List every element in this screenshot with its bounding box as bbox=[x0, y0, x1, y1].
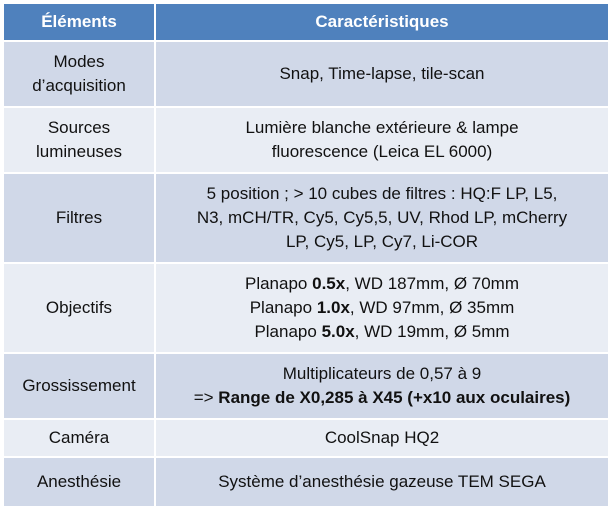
characteristics-line bbox=[164, 206, 600, 230]
characteristics-cell bbox=[155, 457, 609, 507]
characteristics-cell bbox=[155, 107, 609, 173]
element-label: d’acquisition bbox=[32, 76, 126, 95]
element-cell bbox=[3, 107, 155, 173]
characteristics-line bbox=[164, 62, 600, 86]
table-row bbox=[3, 353, 609, 419]
element-label: Anesthésie bbox=[36, 472, 122, 491]
characteristics-line bbox=[164, 140, 600, 164]
element-cell bbox=[3, 173, 155, 263]
characteristics-line bbox=[164, 386, 600, 410]
characteristics-cell bbox=[155, 419, 609, 457]
table-row bbox=[3, 419, 609, 457]
element-label: Filtres bbox=[55, 208, 103, 227]
text-segment: , WD 19mm, Ø 5mm bbox=[354, 322, 510, 341]
text-segment: Planapo bbox=[249, 298, 317, 317]
table-row bbox=[3, 107, 609, 173]
characteristics-line bbox=[164, 362, 600, 386]
text-segment: => bbox=[193, 388, 219, 407]
element-label: lumineuses bbox=[36, 142, 122, 161]
text-segment: Système d’anesthésie gazeuse TEM SEGA bbox=[218, 472, 546, 491]
element-label: Caméra bbox=[48, 428, 110, 447]
text-segment: Planapo bbox=[244, 274, 313, 293]
text-segment: Planapo bbox=[254, 322, 322, 341]
element-cell bbox=[3, 419, 155, 457]
element-label: Modes bbox=[53, 52, 105, 71]
text-segment: , WD 97mm, Ø 35mm bbox=[349, 298, 515, 317]
table-row bbox=[3, 457, 609, 507]
bold-text: Range de X0,285 à X45 (+x10 aux oculaires) bbox=[218, 388, 571, 407]
element-cell bbox=[3, 353, 155, 419]
element-label: Grossissement bbox=[22, 376, 136, 395]
element-cell bbox=[3, 457, 155, 507]
text-segment: Multiplicateurs de 0,57 à 9 bbox=[282, 364, 482, 383]
table-row bbox=[3, 41, 609, 107]
header-elements: Éléments bbox=[3, 3, 155, 41]
text-segment: Lumière blanche extérieure & lampe bbox=[245, 118, 519, 137]
element-label: Objectifs bbox=[45, 298, 113, 317]
spec-table bbox=[2, 2, 610, 508]
text-segment: , WD 187mm, Ø 70mm bbox=[345, 274, 520, 293]
characteristics-line bbox=[164, 470, 600, 494]
characteristics-cell bbox=[155, 353, 609, 419]
table-row bbox=[3, 263, 609, 353]
text-segment: 5 position ; > 10 cubes de filtres : HQ:F LP, L5, bbox=[206, 184, 558, 203]
bold-text: 1.0x bbox=[316, 298, 350, 317]
characteristics-line bbox=[164, 426, 600, 450]
text-segment: LP, Cy5, LP, Cy7, Li-COR bbox=[285, 232, 479, 251]
characteristics-cell bbox=[155, 263, 609, 353]
table-body bbox=[3, 41, 609, 507]
characteristics-line bbox=[164, 182, 600, 206]
table-row bbox=[3, 173, 609, 263]
characteristics-line bbox=[164, 272, 600, 296]
bold-text: 0.5x bbox=[312, 274, 346, 293]
header-row bbox=[3, 3, 609, 41]
characteristics-cell bbox=[155, 173, 609, 263]
text-segment: N3, mCH/TR, Cy5, Cy5,5, UV, Rhod LP, mCherry bbox=[196, 208, 568, 227]
text-segment: fluorescence (Leica EL 6000) bbox=[271, 142, 493, 161]
element-label: Sources bbox=[47, 118, 111, 137]
element-cell bbox=[3, 41, 155, 107]
characteristics-cell bbox=[155, 41, 609, 107]
bold-text: 5.0x bbox=[321, 322, 355, 341]
characteristics-line bbox=[164, 296, 600, 320]
text-segment: CoolSnap HQ2 bbox=[324, 428, 440, 447]
characteristics-line bbox=[164, 320, 600, 344]
text-segment: Snap, Time-lapse, tile-scan bbox=[279, 64, 485, 83]
element-cell bbox=[3, 263, 155, 353]
characteristics-line bbox=[164, 116, 600, 140]
characteristics-line bbox=[164, 230, 600, 254]
header-characteristics: Caractéristiques bbox=[155, 3, 609, 41]
